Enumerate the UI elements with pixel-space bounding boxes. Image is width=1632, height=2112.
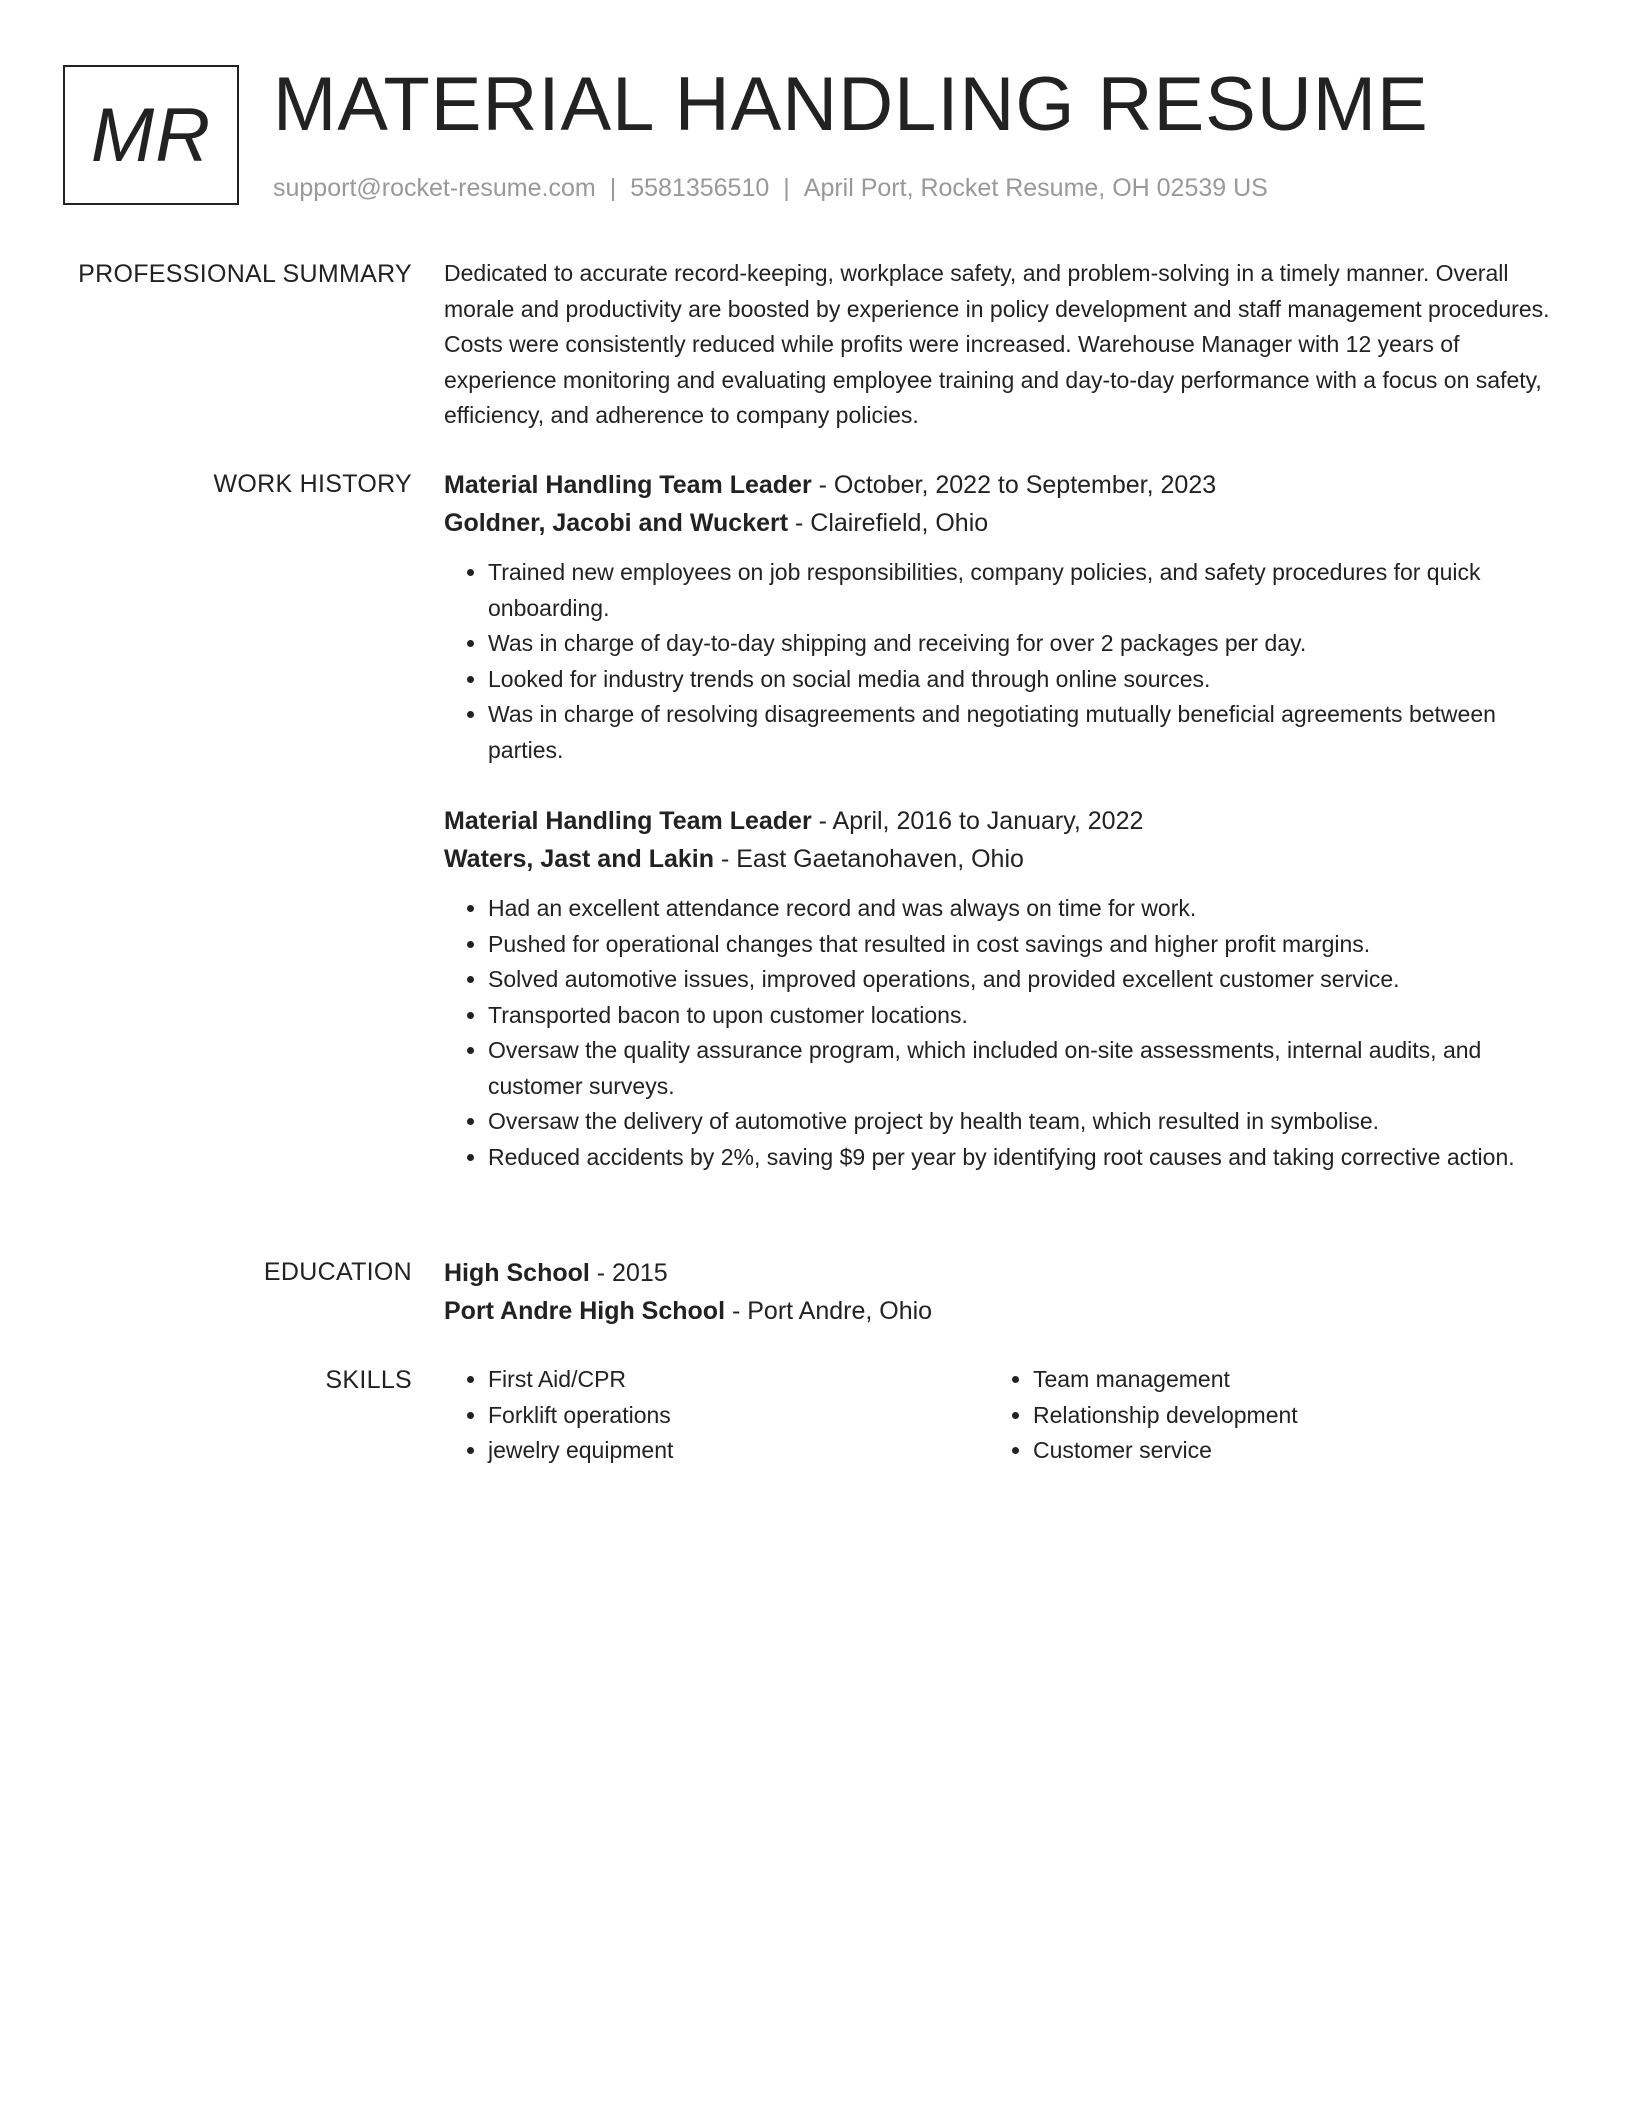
section-heading-summary: PROFESSIONAL SUMMARY <box>78 260 412 288</box>
job-dates: - October, 2022 to September, 2023 <box>811 471 1217 499</box>
education-degree-line <box>444 1254 1554 1292</box>
skill-item: • Relationship development <box>1033 1398 1529 1434</box>
skills-list <box>989 1362 1529 1469</box>
job-company: Waters, Jast and Lakin <box>444 845 714 873</box>
skill-item: • jewelry equipment <box>488 1433 984 1469</box>
skills-body <box>444 1362 1554 1482</box>
job-bullet: • Had an excellent attendance record and was always on time for work. <box>488 891 1554 927</box>
education-degree: High School <box>444 1259 590 1287</box>
summary-text: Dedicated to accurate record-keeping, workplace safety, and problem-solving in a timely manner. Overall morale and productivity are boosted by experience in policy development and staff management procedures. Costs were consistently reduced while profits were increased. Warehouse Manager with 12 years of experience monitoring and evaluating employee training and day-to-day performance with a focus on safety, efficiency, and adherence to company policies. <box>444 260 1550 428</box>
skill-item: • Team management <box>1033 1362 1529 1398</box>
work-history-body <box>444 466 1554 1175</box>
job-bullet: • Oversaw the delivery of automotive project by health team, which resulted in symbolise. <box>488 1104 1554 1140</box>
job-company: Goldner, Jacobi and Wuckert <box>444 509 789 537</box>
job-bullet: • Transported bacon to upon customer locations. <box>488 998 1554 1034</box>
education-location: - Port Andre, Ohio <box>725 1297 933 1325</box>
job-title: Material Handling Team Leader <box>444 807 812 835</box>
section-heading-education: EDUCATION <box>263 1258 412 1286</box>
resume-header <box>63 62 1563 215</box>
resume-title: MATERIAL HANDLING RESUME <box>273 62 1429 147</box>
job-location: - Clairefield, Ohio <box>788 509 989 537</box>
job-company-line <box>444 840 1554 878</box>
job-dates: - April, 2016 to January, 2022 <box>811 807 1144 835</box>
contact-phone: 5581356510 <box>630 174 770 202</box>
contact-line <box>273 173 1268 203</box>
job-bullets <box>444 555 1554 768</box>
education-body <box>444 1254 1554 1330</box>
monogram: MR <box>63 65 239 205</box>
contact-email: support@rocket-resume.com <box>273 174 596 202</box>
skill-item: • Customer service <box>1033 1433 1529 1469</box>
job-entry <box>444 802 1554 1175</box>
job-bullet: • Looked for industry trends on social media and through online sources. <box>488 662 1554 698</box>
skills-column-left <box>444 1362 984 1469</box>
education-school-line <box>444 1292 1554 1330</box>
job-company-line <box>444 504 1554 542</box>
job-title-line <box>444 466 1554 504</box>
contact-address: April Port, Rocket Resume, OH 02539 US <box>803 174 1268 202</box>
job-bullet: • Trained new employees on job responsibilities, company policies, and safety procedures for quick onboarding. <box>488 555 1554 626</box>
section-heading-skills: SKILLS <box>325 1366 412 1394</box>
education-school: Port Andre High School <box>444 1297 726 1325</box>
contact-separator: | <box>609 174 617 202</box>
skills-column-right <box>989 1362 1529 1469</box>
job-bullet: • Oversaw the quality assurance program, which included on-site assessments, internal audits, and customer surveys. <box>488 1033 1554 1104</box>
job-bullet: • Pushed for operational changes that resulted in cost savings and higher profit margins. <box>488 927 1554 963</box>
skill-item: • First Aid/CPR <box>488 1362 984 1398</box>
job-entry <box>444 466 1554 768</box>
education-year: - 2015 <box>589 1259 668 1287</box>
job-bullets <box>444 891 1554 1175</box>
skills-list <box>444 1362 984 1469</box>
job-bullet: • Reduced accidents by 2%, saving $9 per year by identifying root causes and taking corrective action. <box>488 1140 1554 1176</box>
job-bullet: • Was in charge of resolving disagreements and negotiating mutually beneficial agreements between parties. <box>488 697 1554 768</box>
job-title: Material Handling Team Leader <box>444 471 812 499</box>
job-title-line <box>444 802 1554 840</box>
skill-item: • Forklift operations <box>488 1398 984 1434</box>
section-heading-work-history: WORK HISTORY <box>213 470 412 498</box>
job-location: - East Gaetanohaven, Ohio <box>714 845 1024 873</box>
job-bullet: • Solved automotive issues, improved operations, and provided excellent customer service. <box>488 962 1554 998</box>
job-bullet: • Was in charge of day-to-day shipping and receiving for over 2 packages per day. <box>488 626 1554 662</box>
contact-separator: | <box>783 174 790 202</box>
summary-body <box>444 256 1554 434</box>
